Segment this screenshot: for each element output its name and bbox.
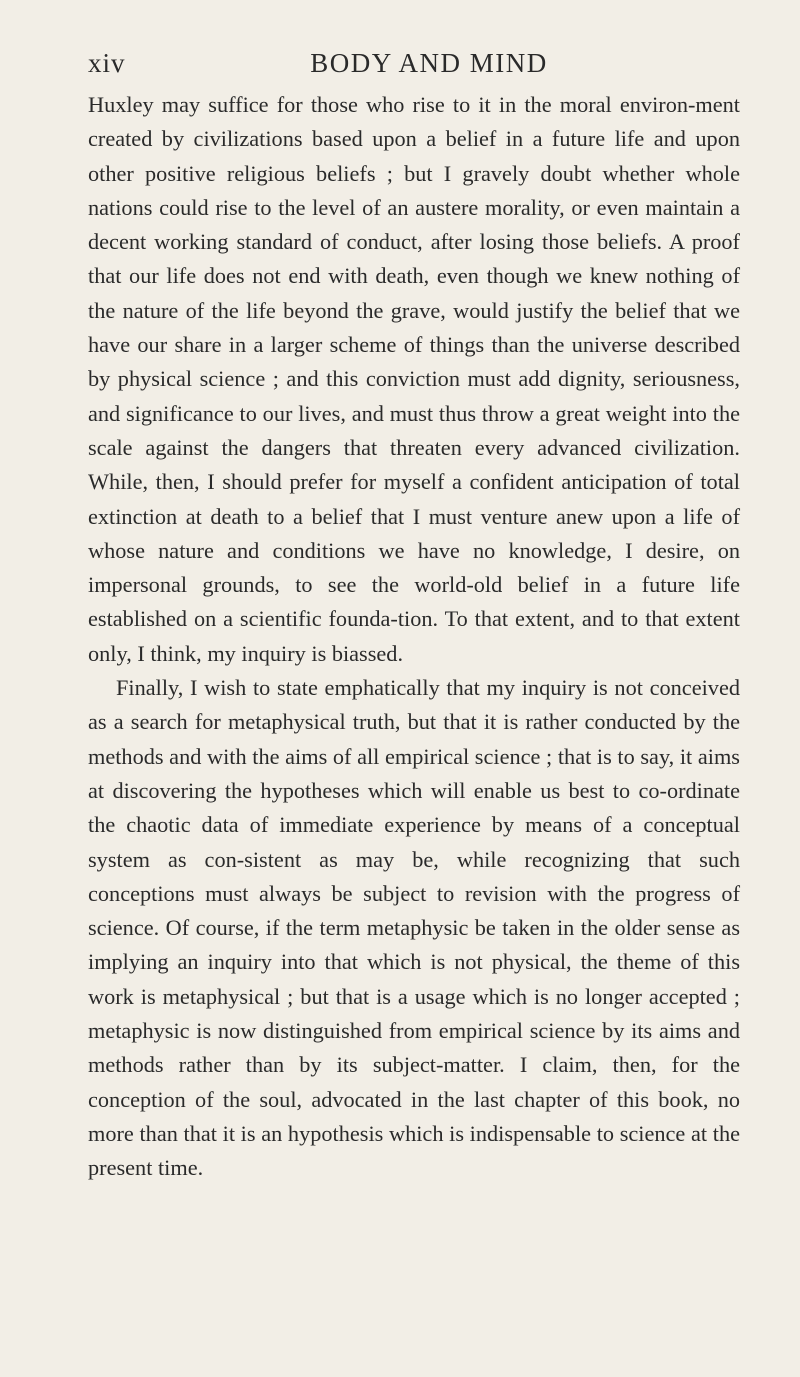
running-header — [88, 48, 740, 88]
paragraph-finally: Finally, I wish to state emphatically that my inquiry is not conceived as a search for metaphysical truth, but that it is rather conducted by the methods and with the aims of all empirical science ; that is to say, it aims at discovering the hypotheses which will enable us best to co-ordinate the chaotic data of immediate experience by means of a conceptual system as con-sistent as may be, while recognizing that such conceptions must always be subject to revision with the progress of science. Of course, if the term metaphysic be taken in the older sense as implying an inquiry into that which is not physical, the theme of this work is metaphysical ; but that is a usage which is no longer accepted ; metaphysic is now distinguished from empirical science by its aims and methods rather than by its subject-matter. I claim, then, for the conception of the soul, advocated in the last chapter of this book, no more than that it is an hypothesis which is indispensable to science at the present time. — [88, 675, 740, 1181]
paragraph-continued: Huxley may suffice for those who rise to it in the moral environ-ment created by civilizations based upon a belief in a future life and upon other positive religious beliefs ; but I gravely doubt whether whole nations could rise to the level of an austere morality, or even maintain a decent working standard of conduct, after losing those beliefs. A proof that our life does not end with death, even though we knew nothing of the nature of the life beyond the grave, would justify the belief that we have our share in a larger scheme of things than the universe described by physical science ; and this conviction must add dignity, seriousness, and significance to our lives, and must thus throw a great weight into the scale against the dangers that threaten every advanced civilization. While, then, I should prefer for myself a confident anticipation of total extinction at death to a belief that I must venture anew upon a life of whose nature and conditions we have no knowledge, I desire, on impersonal grounds, to see the world-old belief in a future life established on a scientific founda-tion. To that extent, and to that extent only, I think, my inquiry is biassed. — [88, 92, 740, 666]
running-title: BODY AND MIND — [310, 48, 548, 78]
body-text — [88, 88, 740, 1186]
page-number: xiv — [88, 48, 126, 78]
